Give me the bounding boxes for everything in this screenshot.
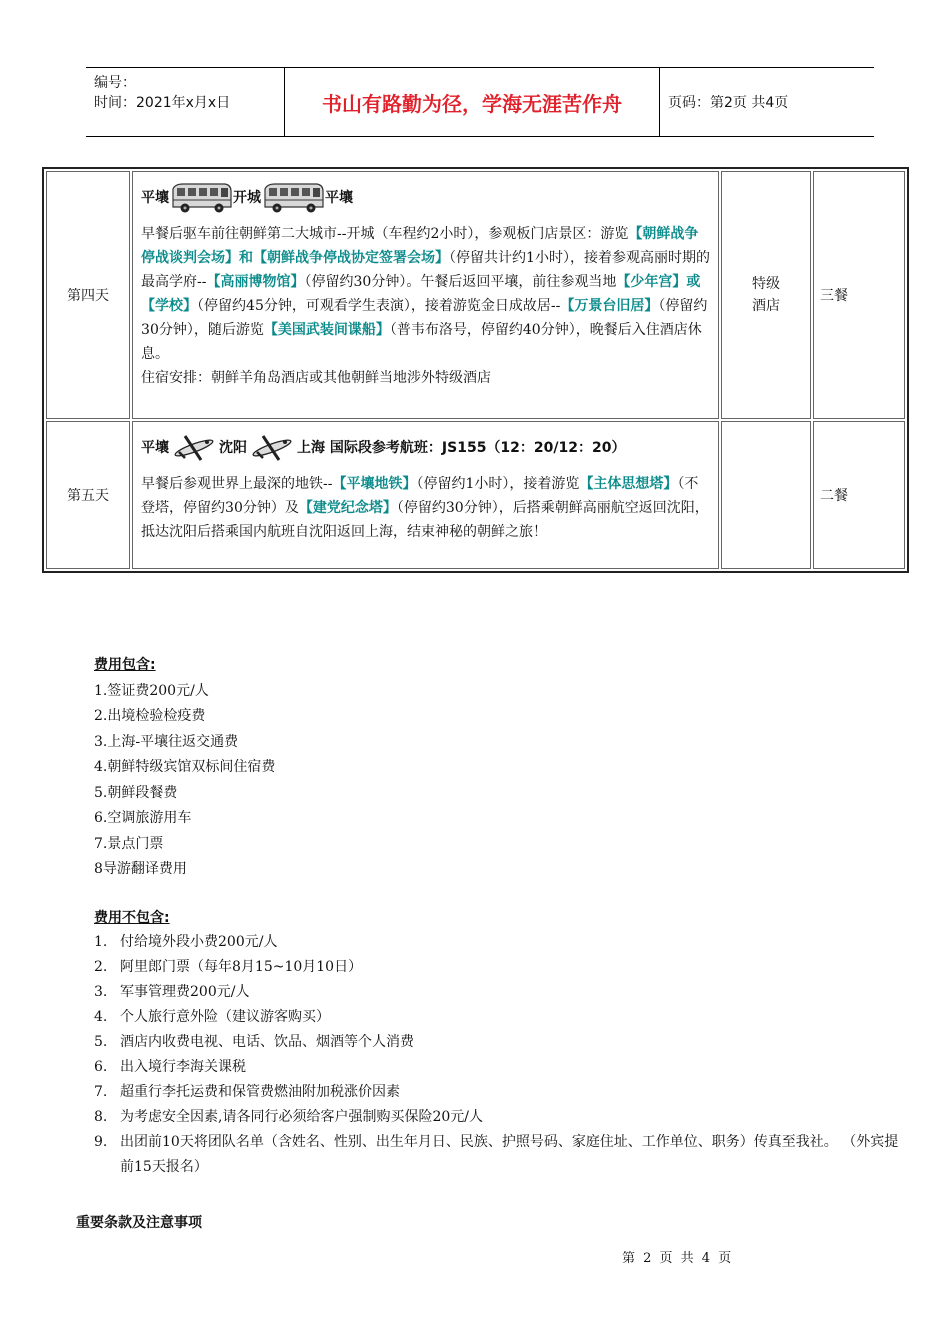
route-line (141, 178, 710, 218)
header-motto: 书山有路勤为径，学海无涯苦作舟 (284, 68, 660, 136)
fees-excluded-title: 费用不包含: (94, 910, 170, 926)
list-item: 5.朝鲜段餐费 (94, 784, 178, 801)
day-content (132, 171, 719, 419)
list-item: 4.朝鲜特级宾馆双标间住宿费 (94, 759, 276, 775)
airplane-icon (171, 430, 217, 466)
route-stop: 开城 (233, 190, 262, 206)
time-label: 时间：2021年x月x日 (94, 95, 231, 111)
list-item: 3. 军事管理费200元/人 (94, 984, 250, 1000)
list-item: 3.上海-平壤往返交通费 (94, 733, 239, 750)
list-item: 9. 出团前10天将团队名单（含姓名、性别、出生年月日、民族、护照号码、家庭住址、工作单位、职务）传真至我社。 （外宾提前15天报名） (94, 1134, 899, 1175)
important-terms-title: 重要条款及注意事项 (76, 1215, 202, 1231)
route-stop: 平壤 (325, 190, 354, 206)
route-line (141, 428, 710, 468)
meal-cell: 三餐 (813, 171, 905, 419)
list-item: 8导游翻译费用 (94, 861, 187, 877)
itinerary-row-day4 (46, 171, 905, 419)
day-label: 第四天 (46, 171, 130, 419)
list-item: 4. 个人旅行意外险（建议游客购买） (94, 1009, 330, 1025)
list-item: 1.签证费200元/人 (94, 682, 209, 699)
list-item: 6. 出入境行李海关课税 (94, 1059, 246, 1075)
list-item: 7. 超重行李托运费和保管费燃油附加税涨价因素 (94, 1084, 400, 1100)
number-label: 编号： (94, 75, 136, 91)
list-item: 2. 阿里郎门票（每年8月15~10月10日） (94, 959, 363, 975)
itinerary-row-day5 (46, 421, 905, 569)
list-item: 7.景点门票 (94, 835, 164, 852)
day-content (132, 421, 719, 569)
route-stop: 上海 国际段参考航班：JS155（12：20/12：20） (297, 440, 626, 456)
route-stop: 平壤 (141, 190, 170, 206)
list-item: 2.出境检验检疫费 (94, 708, 206, 724)
fees-included-title: 费用包含: (94, 657, 156, 673)
meal-cell: 二餐 (813, 421, 905, 569)
header-meta (86, 68, 284, 136)
day-description: 早餐后参观世界上最深的地铁--【平壤地铁】（停留约1小时），接着游览【主体思想塔】（不登塔，停留约30分钟）及【建党纪念塔】（停留约30分钟），后搭乘朝鲜高丽航空返回沈阳，抵达沈阳后搭乘国内航班自沈阳返回上海，结束神秘的朝鲜之旅！ (141, 476, 709, 540)
header-page-label: 页码：第2页 共4页 (668, 95, 789, 111)
list-item: 8. 为考虑安全因素,请各同行必须给客户强制购买保险20元/人 (94, 1109, 483, 1125)
page-footer: 第 2 页 共 4 页 (622, 1251, 734, 1266)
itinerary-table (42, 167, 909, 573)
bus-icon (261, 181, 325, 215)
hotel-cell (721, 171, 811, 419)
airplane-icon (249, 430, 295, 466)
day-label: 第五天 (46, 421, 130, 569)
route-stop: 平壤 (141, 440, 170, 456)
hotel-cell (721, 421, 811, 569)
bus-icon (169, 181, 233, 215)
fees-excluded-section (94, 906, 910, 1180)
fees-included-section (94, 653, 275, 883)
list-item: 5. 酒店内收费电视、电话、饮品、烟酒等个人消费 (94, 1034, 414, 1050)
route-stop: 沈阳 (219, 440, 248, 456)
page-header (86, 67, 874, 137)
hotel-text: 酒店 (752, 298, 781, 314)
list-item: 6.空调旅游用车 (94, 810, 192, 826)
list-item: 1. 付给境外段小费200元/人 (94, 934, 278, 950)
hotel-text: 特级 (752, 276, 781, 292)
lodging-info: 住宿安排：朝鲜羊角岛酒店或其他朝鲜当地涉外特级酒店 (141, 370, 492, 386)
day-description: 早餐后驱车前往朝鲜第二大城市--开城（车程约2小时），参观板门店景区：游览【朝鲜战争停战谈判会场】和【朝鲜战争停战协定签署会场】（停留共计约1小时），接着参观高丽时期的最高学府--【高丽博物馆】（停留约30分钟）。午餐后返回平壤，前往参观当地【少年宫】或【学校】（停留约45分钟，可观看学生表演），接着游览金日成故居--【万景台旧居】（停留约30分钟），随后游览【美国武装间谍船】（普韦布洛号，停留约40分钟），晚餐后入住酒店休息。 (141, 226, 710, 362)
